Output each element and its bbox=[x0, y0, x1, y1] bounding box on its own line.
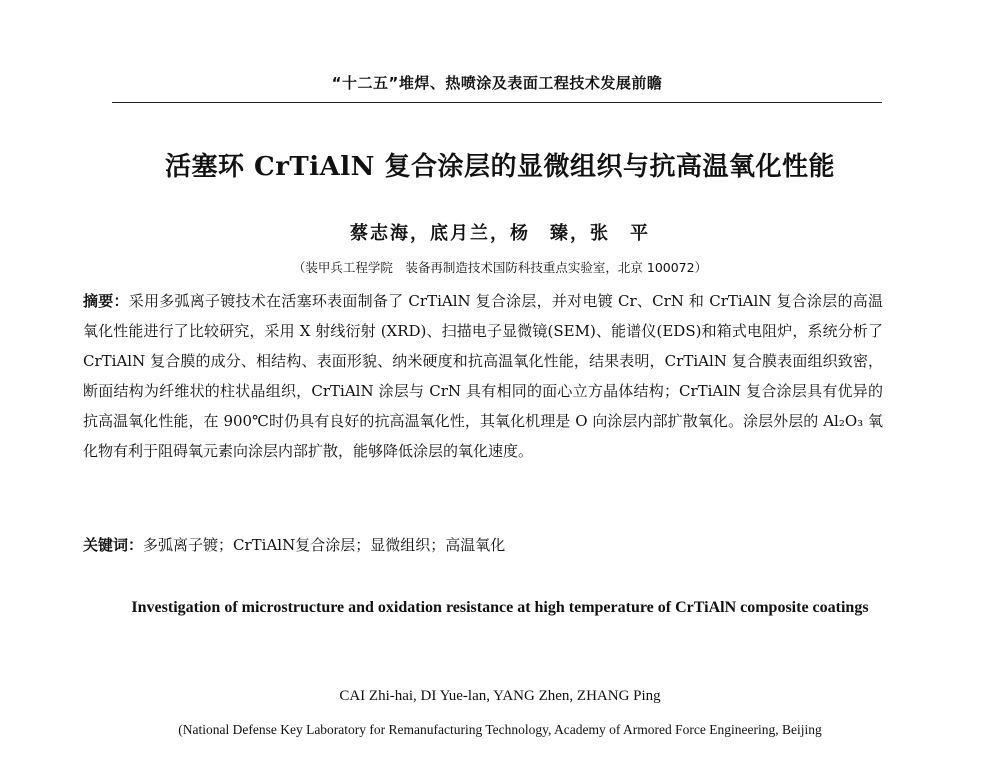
running-header: “十二五”堆焊、热喷涂及表面工程技术发展前瞻 bbox=[331, 74, 663, 92]
english-authors: CAI Zhi-hai, DI Yue-lan, YANG Zhen, ZHANG Ping bbox=[339, 688, 661, 704]
abstract-text: 采用多弧离子镀技术在活塞环表面制备了 CrTiAlN 复合涂层，并对电镀 Cr、CrN 和 CrTiAlN 复合涂层的高温氧化性能进行了比较研究，采用 X 射线衍射 (XRD)、扫描电子显微镜(SEM)、能谱仪(EDS)和箱式电阻炉，系统分析了 CrTiAlN 复合膜的成分、相结构、表面形貌、纳米硬度和抗高温氧化性能，结果表明，CrTiAlN 复合膜表面组织致密，断面结构为纤维状的柱状晶组织，CrTiAlN 涂层与 CrN 具有相同的面心立方晶体结构；CrTiAlN 复合涂层具有优异的抗高温氧化性能，在 900℃时仍具有良好的抗高温氧化性，其氧化机理是 O 向涂层内部扩散氧化。涂层外层的 Al₂O₃ 氧化物有利于阻碍氧元素向涂层内部扩散，能够降低涂层的氧化速度。 bbox=[83, 292, 883, 460]
abstract-label: 摘要： bbox=[83, 292, 129, 310]
english-title: Investigation of microstructure and oxidation resistance at high temperature of CrTiAlN composite coatings bbox=[131, 599, 869, 616]
english-affiliation: (National Defense Key Laboratory for Remanufacturing Technology, Academy of Armored Force Engineering, Beijing bbox=[178, 722, 822, 737]
paper-title: 活塞环 CrTiAlN 复合涂层的显微组织与抗高温氧化性能 bbox=[164, 152, 836, 182]
keywords-text: 多弧离子镀；CrTiAlN复合涂层；显微组织；高温氧化 bbox=[143, 536, 506, 554]
keywords-label: 关键词： bbox=[83, 536, 144, 554]
header-divider bbox=[112, 102, 882, 103]
author-affiliation: （装甲兵工程学院 装备再制造技术国防科技重点实验室，北京 100072） bbox=[292, 260, 708, 275]
author-list: 蔡志海，底月兰，杨 臻，张 平 bbox=[350, 223, 650, 244]
keywords-block bbox=[83, 530, 883, 560]
abstract-block bbox=[83, 286, 883, 466]
